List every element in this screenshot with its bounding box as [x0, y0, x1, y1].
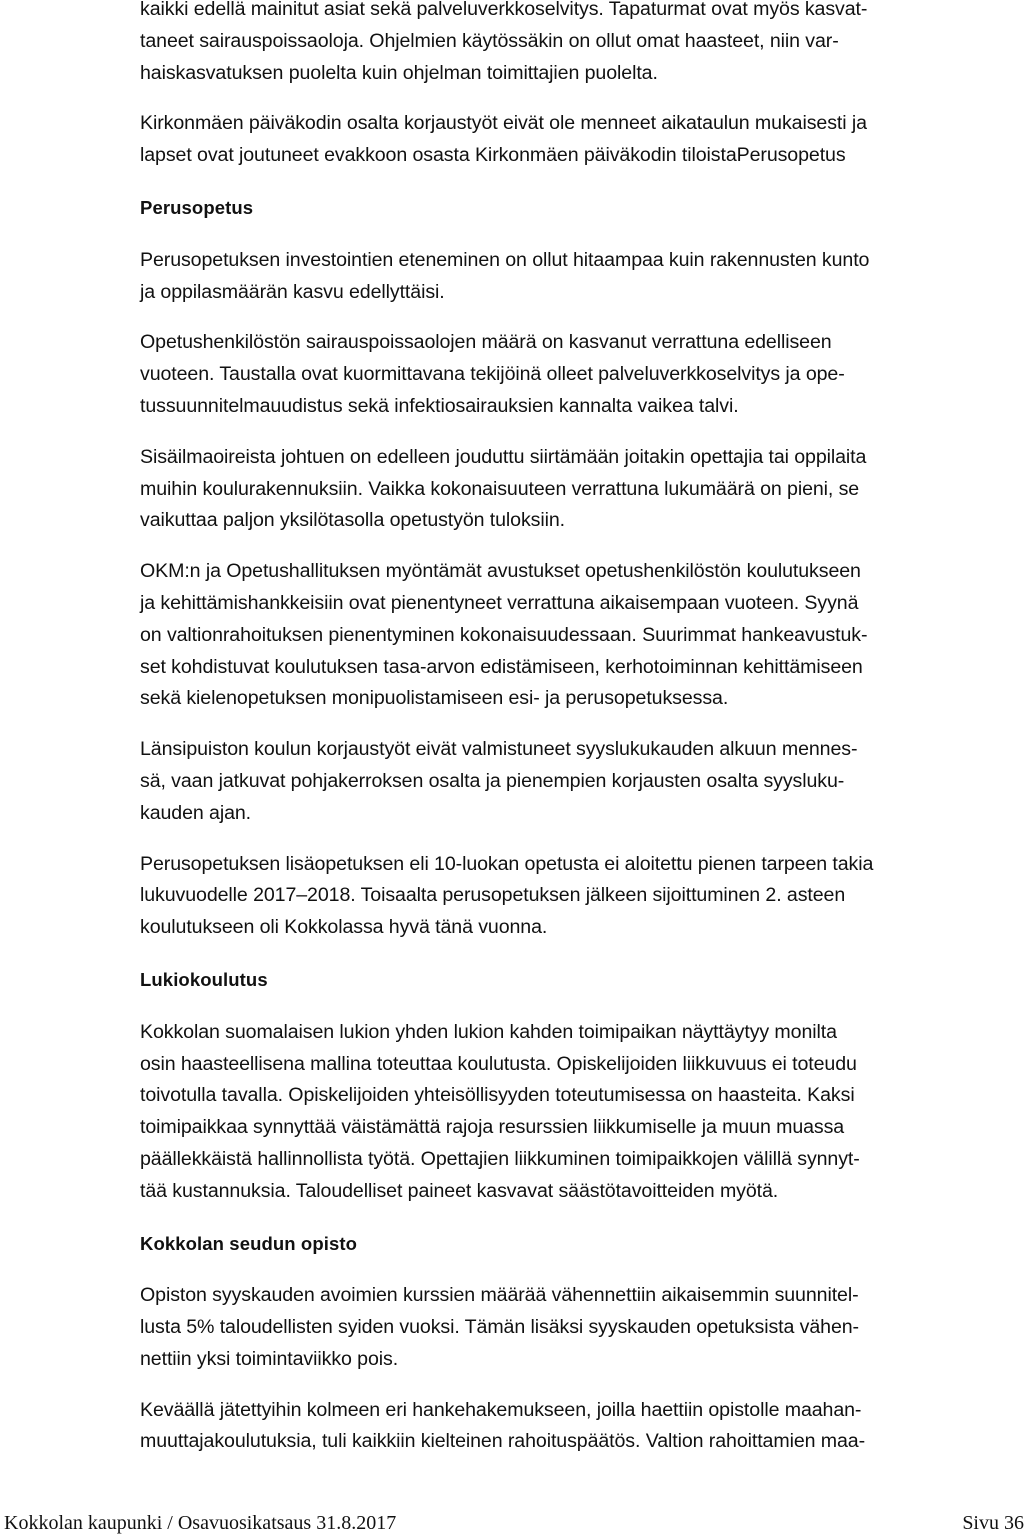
- paragraph-lansipuisto: [140, 734, 1024, 829]
- paragraph-sairauspoissaolot: [140, 327, 1024, 422]
- text-line: sä, vaan jatkuvat pohjakerroksen osalta ja pienempien korjausten osalta syysluku-: [140, 769, 845, 792]
- text-line: päällekkäistä hallinnollista työtä. Opettajien liikkuminen toimipaikkojen välillä synnyt-: [140, 1147, 860, 1170]
- paragraph-kirkonmaki: [140, 108, 1024, 172]
- text-line: Keväällä jätettyihin kolmeen eri hankehakemukseen, joilla haettiin opistolle maahan-: [140, 1398, 862, 1421]
- text-line: kauden ajan.: [140, 801, 252, 824]
- text-line: taneet sairauspoissaoloja. Ohjelmien käytössäkin on ollut omat haasteet, niin var-: [140, 29, 839, 52]
- text-line: muihin koulurakennuksiin. Vaikka kokonaisuuteen verrattuna lukumäärä on pieni, se: [140, 477, 860, 500]
- section-heading-opisto: Kokkolan seudun opisto: [140, 1232, 358, 1254]
- text-line: Perusopetuksen lisäopetuksen eli 10-luokan opetusta ei aloitettu pienen tarpeen takia: [140, 852, 874, 875]
- page-number: Sivu 36: [962, 1512, 1024, 1534]
- text-line: Kirkonmäen päiväkodin osalta korjaustyöt eivät ole menneet aikataulun mukaisesti ja: [140, 112, 867, 135]
- text-line: Kokkolan suomalaisen lukion yhden lukion kahden toimipaikan näyttäytyy monilta: [140, 1020, 837, 1043]
- text-line: haiskasvatuksen puolelta kuin ohjelman toimittajien puolelta.: [140, 61, 658, 84]
- paragraph-opisto: [140, 1280, 1024, 1375]
- text-line: toimipaikkaa synnyttää väistämättä rajoja resurssien liikkumiselle ja muun muassa: [140, 1116, 845, 1139]
- text-line: tussuunnitelmauudistus sekä infektiosairauksien kannalta vaikea talvi.: [140, 394, 739, 417]
- text-line: kaikki edellä mainitut asiat sekä palveluverkkoselvitys. Tapaturmat ovat myös kasvat-: [140, 0, 868, 20]
- paragraph-intro: [140, 0, 1024, 89]
- text-line: ja kehittämishankkeisiin ovat pienentyneet verrattuna aikaisempaan vuoteen. Syynä: [140, 591, 859, 614]
- text-line: osin haasteellisena mallina toteuttaa koulutusta. Opiskelijoiden liikkuvuus ei toteudu: [140, 1052, 857, 1075]
- text-line: Opiston syyskauden avoimien kurssien määrää vähennettiin aikaisemmin suunnitel-: [140, 1284, 859, 1307]
- text-line: toivotulla tavalla. Opiskelijoiden yhteisöllisyyden toteutumisessa on haasteita. Kaksi: [140, 1084, 855, 1107]
- text-line: tää kustannuksia. Taloudelliset paineet kasvavat säästötavoitteiden myötä.: [140, 1179, 779, 1202]
- text-line: vaikuttaa paljon yksilötasolla opetustyön tuloksiin.: [140, 509, 566, 532]
- text-line: OKM:n ja Opetushallituksen myöntämät avustukset opetushenkilöstön koulutukseen: [140, 560, 861, 583]
- text-line: muuttajakoulutuksia, tuli kaikkiin kielteinen rahoituspäätös. Valtion rahoittamien maa-: [140, 1430, 866, 1453]
- text-line: ja oppilasmäärän kasvu edellyttäisi.: [140, 280, 445, 303]
- text-line: Länsipuiston koulun korjaustyöt eivät valmistuneet syyslukukauden alkuun mennes-: [140, 738, 858, 761]
- text-line: lusta 5% taloudellisten syiden vuoksi. Tämän lisäksi syyskauden opetuksista vähen-: [140, 1316, 859, 1339]
- text-line: vuoteen. Taustalla ovat kuormittavana tekijöinä olleet palveluverkkoselvitys ja ope-: [140, 363, 845, 386]
- paragraph-lukio: [140, 1017, 1024, 1208]
- text-line: nettiin yksi toimintaviikko pois.: [140, 1347, 399, 1370]
- footer-document-title: Kokkolan kaupunki / Osavuosikatsaus 31.8.2017: [4, 1512, 397, 1534]
- paragraph-hankkeet: [140, 1395, 1024, 1459]
- text-line: sekä kielenopetuksen monipuolistamiseen esi- ja perusopetuksessa.: [140, 687, 729, 710]
- text-line: Sisäilmaoireista johtuen on edelleen jouduttu siirtämään joitakin opettajia tai oppilaita: [140, 445, 867, 468]
- text-line: lukuvuodelle 2017–2018. Toisaalta perusopetuksen jälkeen sijoittuminen 2. asteen: [140, 884, 846, 907]
- section-heading-perusopetus: Perusopetus: [140, 196, 254, 218]
- text-line: lapset ovat joutuneet evakkoon osasta Kirkonmäen päiväkodin tiloistaPerusopetus: [140, 144, 846, 167]
- paragraph-investoinnit: [140, 245, 1024, 309]
- text-line: set kohdistuvat koulutuksen tasa-arvon edistämiseen, kerhotoiminnan kehittämiseen: [140, 655, 863, 678]
- paragraph-lisaopetus: [140, 849, 1024, 944]
- section-heading-lukiokoulutus: Lukiokoulutus: [140, 968, 268, 990]
- text-line: koulutukseen oli Kokkolassa hyvä tänä vuonna.: [140, 916, 548, 939]
- text-line: on valtionrahoituksen pienentyminen kokonaisuudessaan. Suurimmat hankeavustuk-: [140, 623, 868, 646]
- document-body: [140, 0, 1024, 1458]
- text-line: Opetushenkilöstön sairauspoissaolojen määrä on kasvanut verrattuna edelliseen: [140, 331, 832, 354]
- text-line: Perusopetuksen investointien eteneminen on ollut hitaampaa kuin rakennusten kunto: [140, 248, 870, 271]
- paragraph-avustukset: [140, 556, 1024, 715]
- paragraph-sisailma: [140, 442, 1024, 537]
